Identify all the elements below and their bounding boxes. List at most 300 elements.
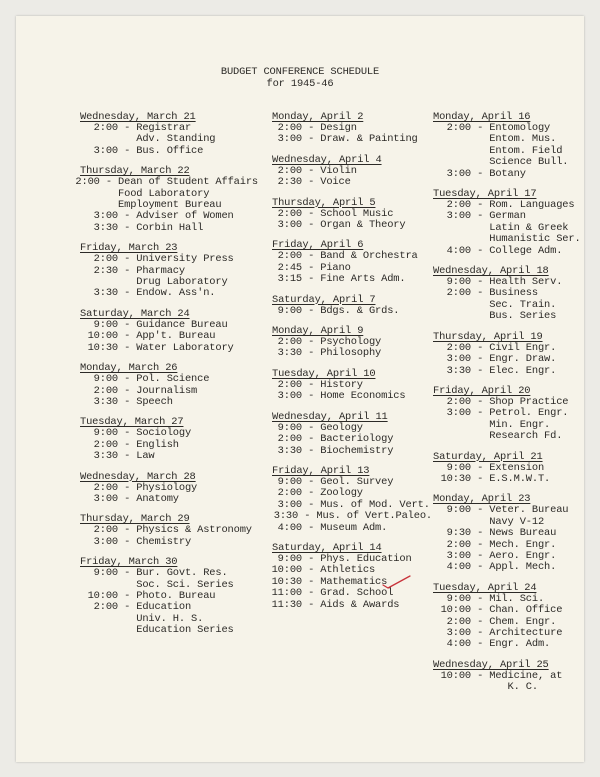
slot-item: Adviser of Women (136, 210, 234, 223)
slot-item: English (136, 438, 179, 451)
schedule-slot (421, 605, 581, 616)
slot-item: Entomology (489, 122, 551, 134)
day-heading: Saturday, April 14 (272, 541, 382, 554)
slot-item: Mil. Sci. (489, 592, 545, 605)
slot-item: Guidance Bureau (136, 318, 228, 331)
slot-time: 9:30 (446, 527, 471, 540)
slot-dash: - (118, 395, 137, 408)
schedule-slot (68, 331, 258, 342)
slot-dash: - (118, 589, 137, 602)
day-heading: Wednesday, April 4 (272, 153, 382, 166)
slot-time: 3:30 (93, 221, 118, 234)
slot-dash: - (99, 176, 119, 189)
slot-items (489, 123, 568, 169)
day-block (260, 465, 432, 534)
slot-dash: - (471, 287, 490, 300)
slot-time: 4:00 (440, 638, 471, 651)
slot-dash: - (471, 407, 490, 420)
slot-time: 9:00 (93, 427, 118, 440)
slot-dash: - (471, 461, 490, 474)
slot-dash: - (118, 287, 137, 300)
slot-item: Engr. Adm. (489, 638, 551, 651)
slot-time: 2:00 (93, 384, 118, 397)
slot-time: 2:00 (93, 438, 118, 451)
slot-time: 3:15 (277, 273, 302, 286)
slot-item: School Music (320, 207, 394, 220)
slot-time: 9:00 (93, 373, 118, 386)
schedule-slot (68, 343, 258, 354)
slot-time: 2:00 (446, 122, 471, 134)
slot-dash: - (118, 492, 137, 505)
slot-item: Medicine, at (489, 669, 563, 682)
day-heading: Monday, April 2 (272, 111, 364, 123)
slot-dash: - (471, 395, 490, 408)
schedule-slot (68, 177, 258, 211)
slot-items (489, 671, 562, 694)
schedule-slot (421, 354, 581, 365)
slot-dash: - (302, 273, 321, 286)
day-heading: Friday, March 30 (80, 556, 178, 569)
slot-item: Botany (489, 167, 526, 180)
slot-item: Mech. Engr. (489, 538, 557, 551)
slot-time: 11:00 (271, 587, 302, 600)
schedule-slot (68, 254, 258, 265)
slot-items (320, 348, 381, 359)
slot-item: Mus. of Mod. Vert. (320, 498, 430, 511)
slot-time: 2:00 (446, 287, 471, 300)
slot-item: Physiology (136, 481, 198, 494)
slot-item: Geol. Survey (320, 475, 394, 488)
slot-time: 3:00 (446, 167, 471, 180)
schedule-slot (260, 488, 432, 499)
slot-dash: - (118, 567, 137, 580)
slot-items (489, 605, 562, 616)
slot-item: College Adm. (489, 244, 563, 257)
slot-time: 2:00 (277, 433, 302, 446)
slot-item: Journalism (136, 384, 198, 397)
day-heading: Friday, April 20 (433, 384, 531, 397)
slot-time: 2:00 (277, 122, 302, 134)
slot-dash: - (302, 176, 321, 189)
day-heading: Wednesday, April 18 (433, 265, 549, 278)
schedule-slot (68, 602, 258, 636)
slot-time: 10:30 (440, 472, 471, 485)
slot-items (320, 220, 405, 231)
slot-item: Extension (489, 461, 545, 474)
schedule-slot (260, 134, 432, 145)
slot-items (320, 600, 399, 611)
slot-time: 2:00 (277, 378, 302, 391)
schedule-slot (260, 434, 432, 445)
day-block (260, 325, 432, 360)
slot-dash: - (471, 341, 490, 354)
day-heading: Wednesday, April 25 (433, 658, 549, 671)
slot-items (489, 408, 568, 442)
schedule-slot (421, 246, 581, 257)
slot-dash: - (302, 433, 321, 446)
slot-time: 3:30 (93, 287, 118, 300)
schedule-slot (260, 274, 432, 285)
schedule-slot (68, 146, 258, 157)
slot-dash: - (118, 450, 137, 463)
day-block (421, 451, 581, 486)
schedule-column-2 (260, 111, 432, 619)
slot-dash: - (302, 587, 321, 600)
schedule-slot (260, 600, 432, 611)
slot-item: Anatomy (136, 492, 179, 505)
schedule-slot (260, 391, 432, 402)
slot-time: 2:00 (277, 164, 302, 177)
slot-item: Grad. School (320, 587, 394, 600)
slot-item: Education (136, 601, 192, 614)
slot-time: 2:00 (446, 199, 471, 212)
slot-items (136, 343, 233, 354)
title-line-2: for 1945-46 (266, 78, 334, 90)
day-heading: Wednesday, March 21 (80, 111, 196, 123)
slot-item: Bdgs. & Grds. (320, 304, 400, 317)
slot-item: Research Fd. (489, 430, 563, 443)
schedule-slot (260, 446, 432, 457)
slot-dash: - (471, 604, 490, 617)
slot-dash: - (471, 504, 490, 517)
slot-item: Organ & Theory (320, 219, 406, 232)
slot-items (136, 331, 215, 342)
schedule-slot (68, 494, 258, 505)
slot-time: 10:00 (271, 564, 302, 577)
slot-time: 2:00 (446, 538, 471, 551)
slot-dash: - (302, 598, 321, 611)
slot-time: 10:00 (440, 604, 471, 617)
slot-time: 3:00 (93, 210, 118, 223)
slot-dash: - (118, 318, 137, 331)
slot-time: 9:00 (446, 504, 471, 517)
slot-item: Geology (320, 421, 363, 434)
slot-dash: - (302, 122, 321, 134)
schedule-slot (68, 123, 258, 146)
slot-items (489, 354, 556, 365)
slot-dash: - (298, 510, 317, 523)
slot-item: Elec. Engr. (489, 364, 557, 377)
slot-item: Draw. & Painting (320, 133, 418, 146)
day-heading: Tuesday, March 27 (80, 416, 184, 429)
day-heading: Friday, April 6 (272, 239, 364, 252)
slot-dash: - (118, 373, 137, 386)
slot-item: Engr. Draw. (489, 353, 557, 366)
slot-dash: - (302, 207, 321, 220)
slot-time: 9:00 (271, 552, 302, 565)
slot-items (489, 288, 556, 322)
slot-items (136, 568, 233, 591)
schedule-slot (421, 211, 581, 245)
slot-items (136, 494, 179, 505)
slot-item: Pol. Science (136, 373, 210, 386)
schedule-slot (421, 288, 581, 322)
slot-items (136, 266, 227, 289)
schedule-slot (421, 505, 581, 528)
slot-item: Chem. Engr. (489, 615, 557, 628)
slot-items (118, 177, 258, 211)
slot-item: Law (136, 450, 155, 463)
slot-dash: - (302, 390, 321, 403)
slot-item: Petrol. Engr. (489, 407, 569, 420)
slot-time: 3:30 (273, 510, 299, 523)
day-heading: Friday, March 23 (80, 242, 178, 255)
slot-time: 10:00 (87, 330, 118, 343)
slot-dash: - (302, 475, 321, 488)
slot-dash: - (471, 527, 490, 540)
schedule-slot (68, 223, 258, 234)
slot-items (489, 169, 526, 180)
slot-items (320, 274, 405, 285)
slot-item: Architecture (489, 627, 563, 639)
slot-item: Sec. Train. (489, 298, 557, 311)
slot-item: Food Laboratory (118, 187, 210, 200)
schedule-slot (421, 123, 581, 169)
slot-items (136, 146, 203, 157)
slot-items (136, 223, 203, 234)
slot-items (136, 254, 233, 265)
slot-item: Education Series (136, 624, 234, 637)
slot-time: 10:00 (440, 669, 471, 682)
slot-time: 3:30 (93, 450, 118, 463)
slot-dash: - (471, 364, 490, 377)
slot-dash: - (302, 261, 321, 274)
day-block (260, 411, 432, 457)
day-heading: Thursday, April 19 (433, 330, 543, 343)
day-block (260, 239, 432, 285)
slot-time: 2:00 (277, 250, 302, 263)
schedule-slot (421, 671, 581, 694)
slot-dash: - (471, 122, 490, 134)
slot-time: 10:30 (87, 341, 118, 354)
slot-dash: - (302, 498, 321, 511)
slot-time: 3:30 (277, 444, 302, 457)
day-block (260, 368, 432, 403)
slot-item: Photo. Bureau (136, 589, 216, 602)
slot-time: 11:30 (271, 598, 302, 611)
slot-items (489, 528, 556, 539)
day-heading: Friday, April 13 (272, 464, 370, 477)
slot-dash: - (302, 250, 321, 263)
slot-time: 4:00 (446, 244, 471, 257)
slot-time: 3:00 (440, 627, 471, 639)
schedule-slot (68, 374, 258, 385)
slot-items (320, 446, 393, 457)
slot-dash: - (302, 219, 321, 232)
slot-time: 3:00 (93, 144, 118, 157)
schedule-slot (260, 220, 432, 231)
day-block (68, 416, 258, 462)
day-heading: Thursday, March 29 (80, 513, 190, 526)
slot-dash: - (118, 122, 137, 134)
slot-dash: - (118, 427, 137, 440)
slot-item: Bus. Office (136, 144, 204, 157)
slot-dash: - (471, 353, 490, 366)
schedule-slot (260, 348, 432, 359)
slot-item: Aids & Awards (320, 598, 400, 611)
slot-item: Mus. of Vert.Paleo. (316, 510, 432, 523)
slot-item: Shop Practice (489, 395, 569, 408)
slot-time: 3:00 (277, 133, 302, 146)
schedule-column-1 (68, 111, 258, 645)
slot-dash: - (471, 561, 490, 574)
slot-time: 2:00 (93, 524, 118, 537)
slot-item: Endow. Ass'n. (136, 287, 216, 300)
slot-item: Biochemistry (320, 444, 394, 457)
slot-item: Min. Engr. (489, 418, 551, 431)
slot-dash: - (471, 472, 490, 485)
slot-time: 4:00 (446, 561, 471, 574)
slot-items (136, 374, 209, 385)
day-block (421, 111, 581, 180)
slot-time: 3:00 (277, 219, 302, 232)
day-block (421, 493, 581, 573)
schedule-slot (421, 639, 581, 650)
day-heading: Thursday, March 22 (80, 165, 190, 178)
slot-time: 3:00 (446, 353, 471, 366)
day-heading: Wednesday, April 11 (272, 410, 388, 423)
slot-item: Chemistry (136, 535, 192, 548)
slot-items (136, 397, 173, 408)
slot-item: Zoology (320, 487, 363, 500)
slot-items (136, 123, 215, 146)
day-heading: Tuesday, April 10 (272, 367, 376, 380)
slot-item: Phys. Education (320, 552, 412, 565)
slot-time: 3:00 (446, 549, 471, 562)
schedule-slot (68, 428, 258, 439)
slot-dash: - (118, 330, 137, 343)
slot-dash: - (302, 378, 321, 391)
slot-items (489, 505, 568, 528)
slot-dash: - (471, 549, 490, 562)
slot-item: Soc. Sci. Series (136, 578, 234, 591)
schedule-slot (68, 568, 258, 591)
slot-item: Bur. Govt. Res. (136, 567, 228, 580)
slot-time: 2:00 (93, 122, 118, 134)
slot-item: Chan. Office (489, 604, 563, 617)
slot-time: 3:00 (93, 535, 118, 548)
slot-dash: - (302, 552, 321, 565)
slot-items (320, 434, 393, 445)
slot-dash: - (302, 564, 321, 577)
slot-item: Veter. Bureau (489, 504, 569, 517)
day-heading: Monday, April 23 (433, 493, 531, 506)
slot-dash: - (471, 669, 490, 682)
slot-time: 2:30 (93, 264, 118, 277)
slot-item: Speech (136, 395, 173, 408)
day-block (421, 265, 581, 323)
day-heading: Thursday, April 5 (272, 196, 376, 209)
slot-items (320, 391, 405, 402)
slot-dash: - (302, 421, 321, 434)
document-title (16, 66, 584, 90)
slot-item: Athletics (320, 564, 376, 577)
slot-time: 9:00 (277, 421, 302, 434)
schedule-slot (421, 169, 581, 180)
slot-items (489, 246, 562, 257)
slot-items (136, 537, 191, 548)
day-heading: Tuesday, April 17 (433, 188, 537, 201)
day-block (421, 582, 581, 651)
slot-dash: - (118, 264, 137, 277)
day-block (421, 385, 581, 443)
slot-item: Science Bull. (489, 156, 569, 169)
slot-dash: - (302, 575, 321, 588)
slot-dash: - (302, 304, 321, 317)
slot-time: 10:00 (87, 589, 118, 602)
day-block (68, 242, 258, 300)
day-block (68, 513, 258, 548)
slot-dash: - (118, 341, 137, 354)
slot-dash: - (118, 601, 137, 614)
schedule-slot (260, 511, 432, 522)
slot-item: Latin & Greek (489, 221, 569, 234)
slot-item: Civil Engr. (489, 341, 557, 354)
slot-item: Philosophy (320, 347, 382, 360)
day-block (421, 659, 581, 694)
slot-time: 3:00 (277, 390, 302, 403)
slot-item: Physics & Astronomy (136, 524, 252, 537)
slot-time: 3:00 (277, 498, 302, 511)
slot-dash: - (302, 336, 321, 349)
schedule-slot (421, 528, 581, 539)
day-heading: Saturday, April 21 (433, 450, 543, 463)
slot-time: 2:00 (75, 176, 100, 189)
slot-time: 2:00 (93, 481, 118, 494)
slot-item: Design (320, 122, 357, 134)
slot-item: Corbin Hall (136, 221, 204, 234)
day-heading: Saturday, March 24 (80, 307, 190, 320)
slot-time: 3:30 (277, 347, 302, 360)
schedule-slot (68, 288, 258, 299)
slot-item: University Press (136, 253, 234, 266)
slot-item: App't. Bureau (136, 330, 216, 343)
day-block (260, 197, 432, 232)
schedule-slot (260, 306, 432, 317)
slot-items (489, 639, 550, 650)
day-heading: Monday, April 16 (433, 111, 531, 123)
slot-item: Business (489, 287, 538, 300)
slot-item: Psychology (320, 336, 382, 349)
slot-dash: - (302, 347, 321, 360)
slot-time: 9:00 (440, 461, 471, 474)
slot-item: Drug Laboratory (136, 276, 228, 289)
slot-item: Mathematics (320, 575, 388, 588)
slot-item: Water Laboratory (136, 341, 234, 354)
schedule-slot (68, 397, 258, 408)
slot-time: 9:00 (440, 592, 471, 605)
day-block (260, 294, 432, 317)
slot-time: 3:30 (446, 364, 471, 377)
slot-time: 2:00 (277, 207, 302, 220)
slot-dash: - (471, 615, 490, 628)
slot-time: 3:00 (446, 407, 471, 420)
schedule-slot (68, 451, 258, 462)
red-check-mark-icon (382, 574, 412, 590)
slot-time: 2:00 (93, 253, 118, 266)
day-block (68, 111, 258, 157)
slot-item: News Bureau (489, 527, 557, 540)
slot-dash: - (118, 384, 137, 397)
slot-items (489, 211, 580, 245)
slot-item: Pharmacy (136, 264, 185, 277)
day-heading: Tuesday, April 24 (433, 581, 537, 594)
schedule-column-3 (421, 111, 581, 702)
day-block (68, 308, 258, 354)
slot-dash: - (471, 210, 490, 223)
slot-time: 9:00 (277, 475, 302, 488)
slot-item: German (489, 210, 526, 223)
